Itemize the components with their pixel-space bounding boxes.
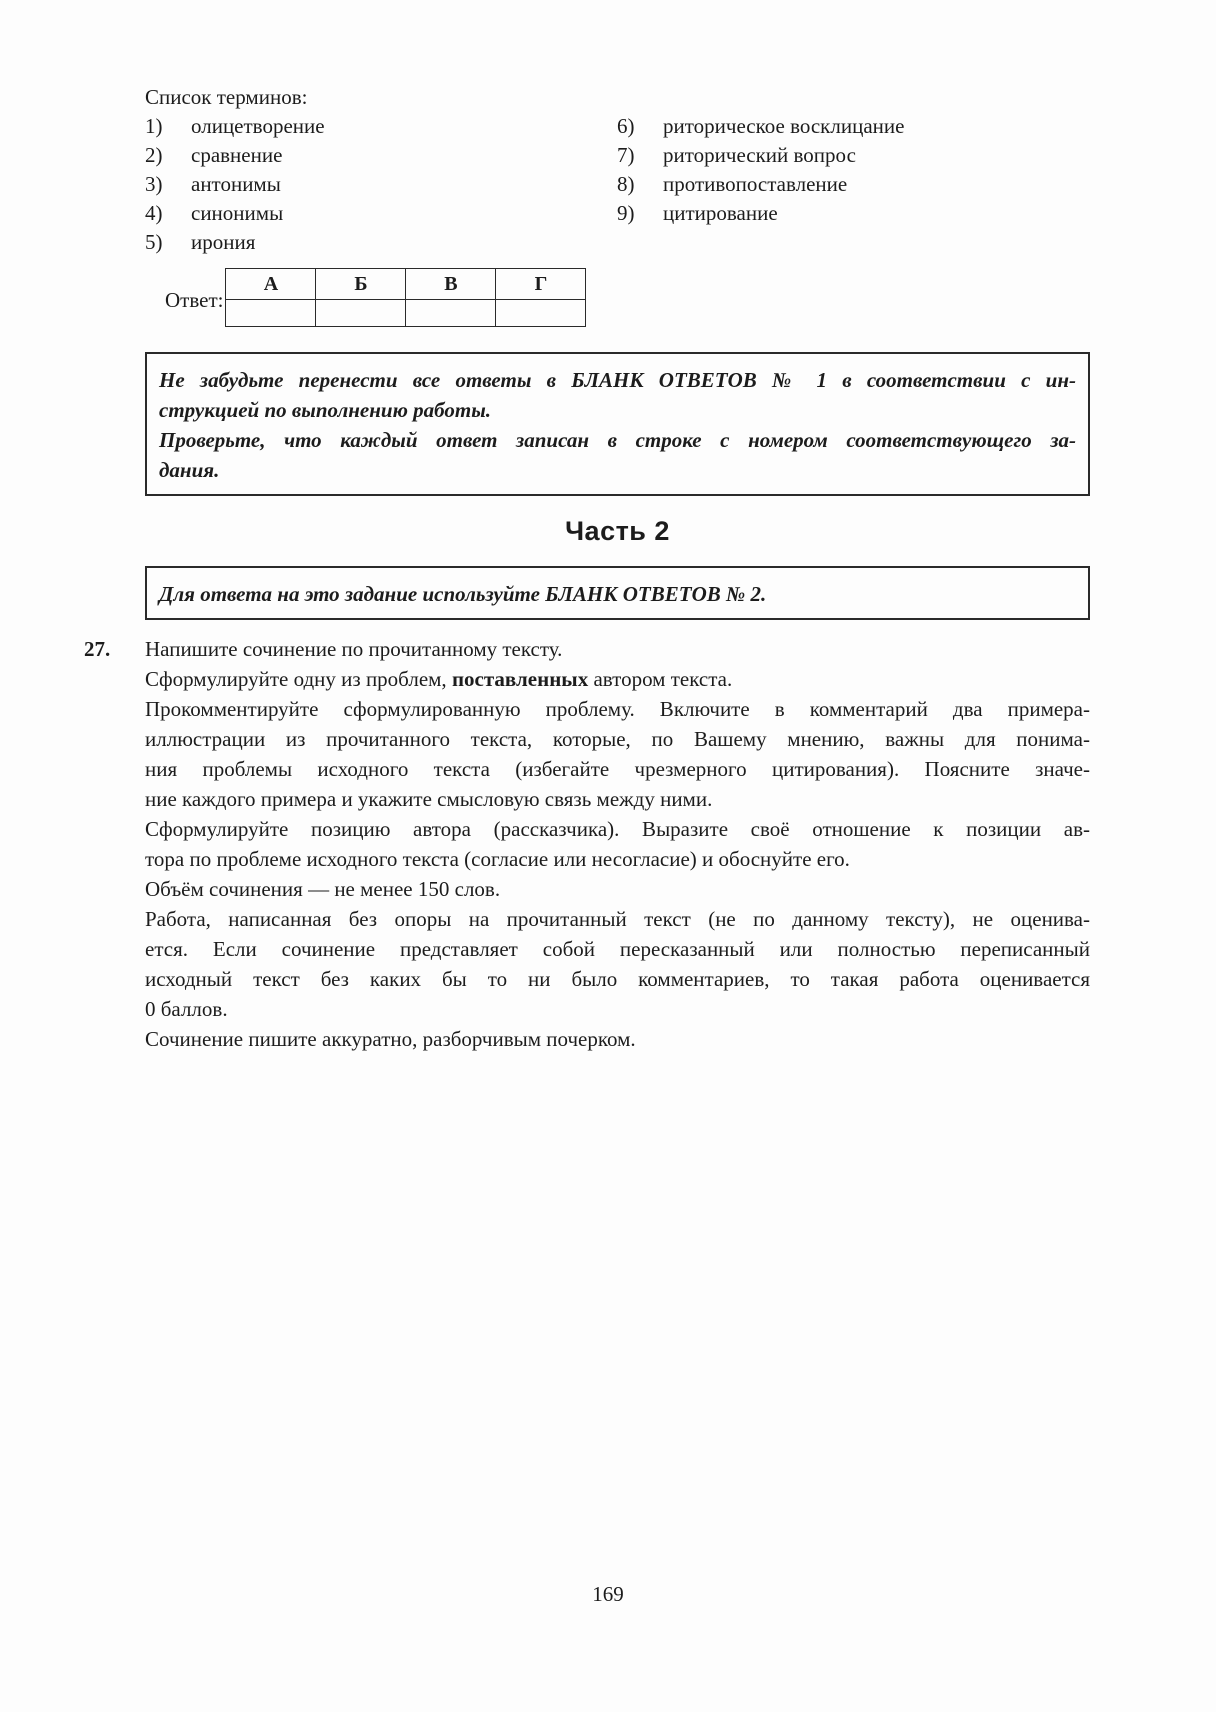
task-line: Напишите сочинение по прочитанному тексту. <box>145 637 563 661</box>
answer-header-g: Г <box>496 269 586 300</box>
task-line-bold-word: поставленных <box>451 667 589 691</box>
answer-block <box>165 268 586 327</box>
answer-cell-a <box>226 300 316 327</box>
term-item-9 <box>617 199 1090 228</box>
term-number: 8) <box>617 172 635 196</box>
answer-table <box>225 268 586 327</box>
task-line: тора по проблеме исходного текста (согласие или несогласие) и обоснуйте его. <box>145 847 850 871</box>
term-label: риторическое восклицание <box>663 114 905 138</box>
answer-cell-v <box>406 300 496 327</box>
term-label: риторический вопрос <box>663 143 856 167</box>
task-line: Сформулируйте позицию автора (рассказчика). Выразите своё отношение к позиции ав- <box>145 817 1090 841</box>
term-number: 5) <box>145 230 163 254</box>
note-line: Проверьте, что каждый ответ записан в строке с номером соответствующего за- <box>159 428 1076 452</box>
term-item-3 <box>145 170 617 199</box>
term-number: 3) <box>145 172 163 196</box>
page-number: 169 <box>592 1582 624 1606</box>
task-line <box>145 664 1090 694</box>
task-line: Объём сочинения — не менее 150 слов. <box>145 877 501 901</box>
term-item-5 <box>145 228 617 257</box>
term-number: 2) <box>145 143 163 167</box>
transfer-answers-note <box>145 352 1090 496</box>
terms-list <box>145 112 1090 257</box>
task-27-number: 27. <box>84 637 111 661</box>
answer-header-a: А <box>226 269 316 300</box>
task-line: ется. Если сочинение представляет собой пересказанный или полностью переписанный <box>145 937 1090 961</box>
term-label: ирония <box>191 230 256 254</box>
answer-table-value-row <box>226 300 586 327</box>
note-line: Для ответа на это задание используйте БЛАНК ОТВЕТОВ № 2. <box>159 582 767 606</box>
task-line: Прокомментируйте сформулированную проблему. Включите в комментарий два примера- <box>145 697 1090 721</box>
term-item-6 <box>617 112 1090 141</box>
task-line-segment: Сформулируйте одну из проблем, <box>145 667 452 691</box>
note-line: дания. <box>159 458 220 482</box>
term-label: олицетворение <box>191 114 325 138</box>
term-item-2 <box>145 141 617 170</box>
term-item-8 <box>617 170 1090 199</box>
term-number: 9) <box>617 201 635 225</box>
part-2-heading: Часть 2 <box>565 516 670 546</box>
task-line: ния проблемы исходного текста (избегайте чрезмерного цитирования). Поясните значе- <box>145 757 1090 781</box>
term-item-4 <box>145 199 617 228</box>
term-label: цитирование <box>663 201 778 225</box>
answer-table-header-row <box>226 269 586 300</box>
task-line: ние каждого примера и укажите смысловую связь между ними. <box>145 787 713 811</box>
task-line: иллюстрации из прочитанного текста, которые, по Вашему мнению, важны для понима- <box>145 727 1090 751</box>
note-line: струкцией по выполнению работы. <box>159 398 492 422</box>
terms-list-header: Список терминов: <box>145 85 308 109</box>
term-number: 7) <box>617 143 635 167</box>
task-line: исходный текст без каких бы то ни было комментариев, то такая работа оценивается <box>145 967 1090 991</box>
terms-column-right <box>617 112 1090 257</box>
terms-column-left <box>145 112 617 257</box>
task-line: 0 баллов. <box>145 997 228 1021</box>
answer-cell-b <box>316 300 406 327</box>
task-line: Сочинение пишите аккуратно, разборчивым почерком. <box>145 1027 636 1051</box>
term-label: синонимы <box>191 201 284 225</box>
answer-sheet-2-note <box>145 566 1090 620</box>
term-item-7 <box>617 141 1090 170</box>
task-line-segment: автором текста. <box>588 667 733 691</box>
term-number: 1) <box>145 114 163 138</box>
answer-header-b: Б <box>316 269 406 300</box>
term-label: противопоставление <box>663 172 848 196</box>
term-item-1 <box>145 112 617 141</box>
term-label: антонимы <box>191 172 281 196</box>
answer-header-v: В <box>406 269 496 300</box>
term-number: 4) <box>145 201 163 225</box>
answer-label: Ответ: <box>165 288 224 312</box>
task-27-text <box>145 634 1090 1054</box>
term-number: 6) <box>617 114 635 138</box>
answer-cell-g <box>496 300 586 327</box>
term-label: сравнение <box>191 143 283 167</box>
task-line: Работа, написанная без опоры на прочитанный текст (не по данному тексту), не оценива- <box>145 907 1090 931</box>
note-line: Не забудьте перенести все ответы в БЛАНК ОТВЕТОВ № 1 в соответствии с ин- <box>159 368 1076 392</box>
